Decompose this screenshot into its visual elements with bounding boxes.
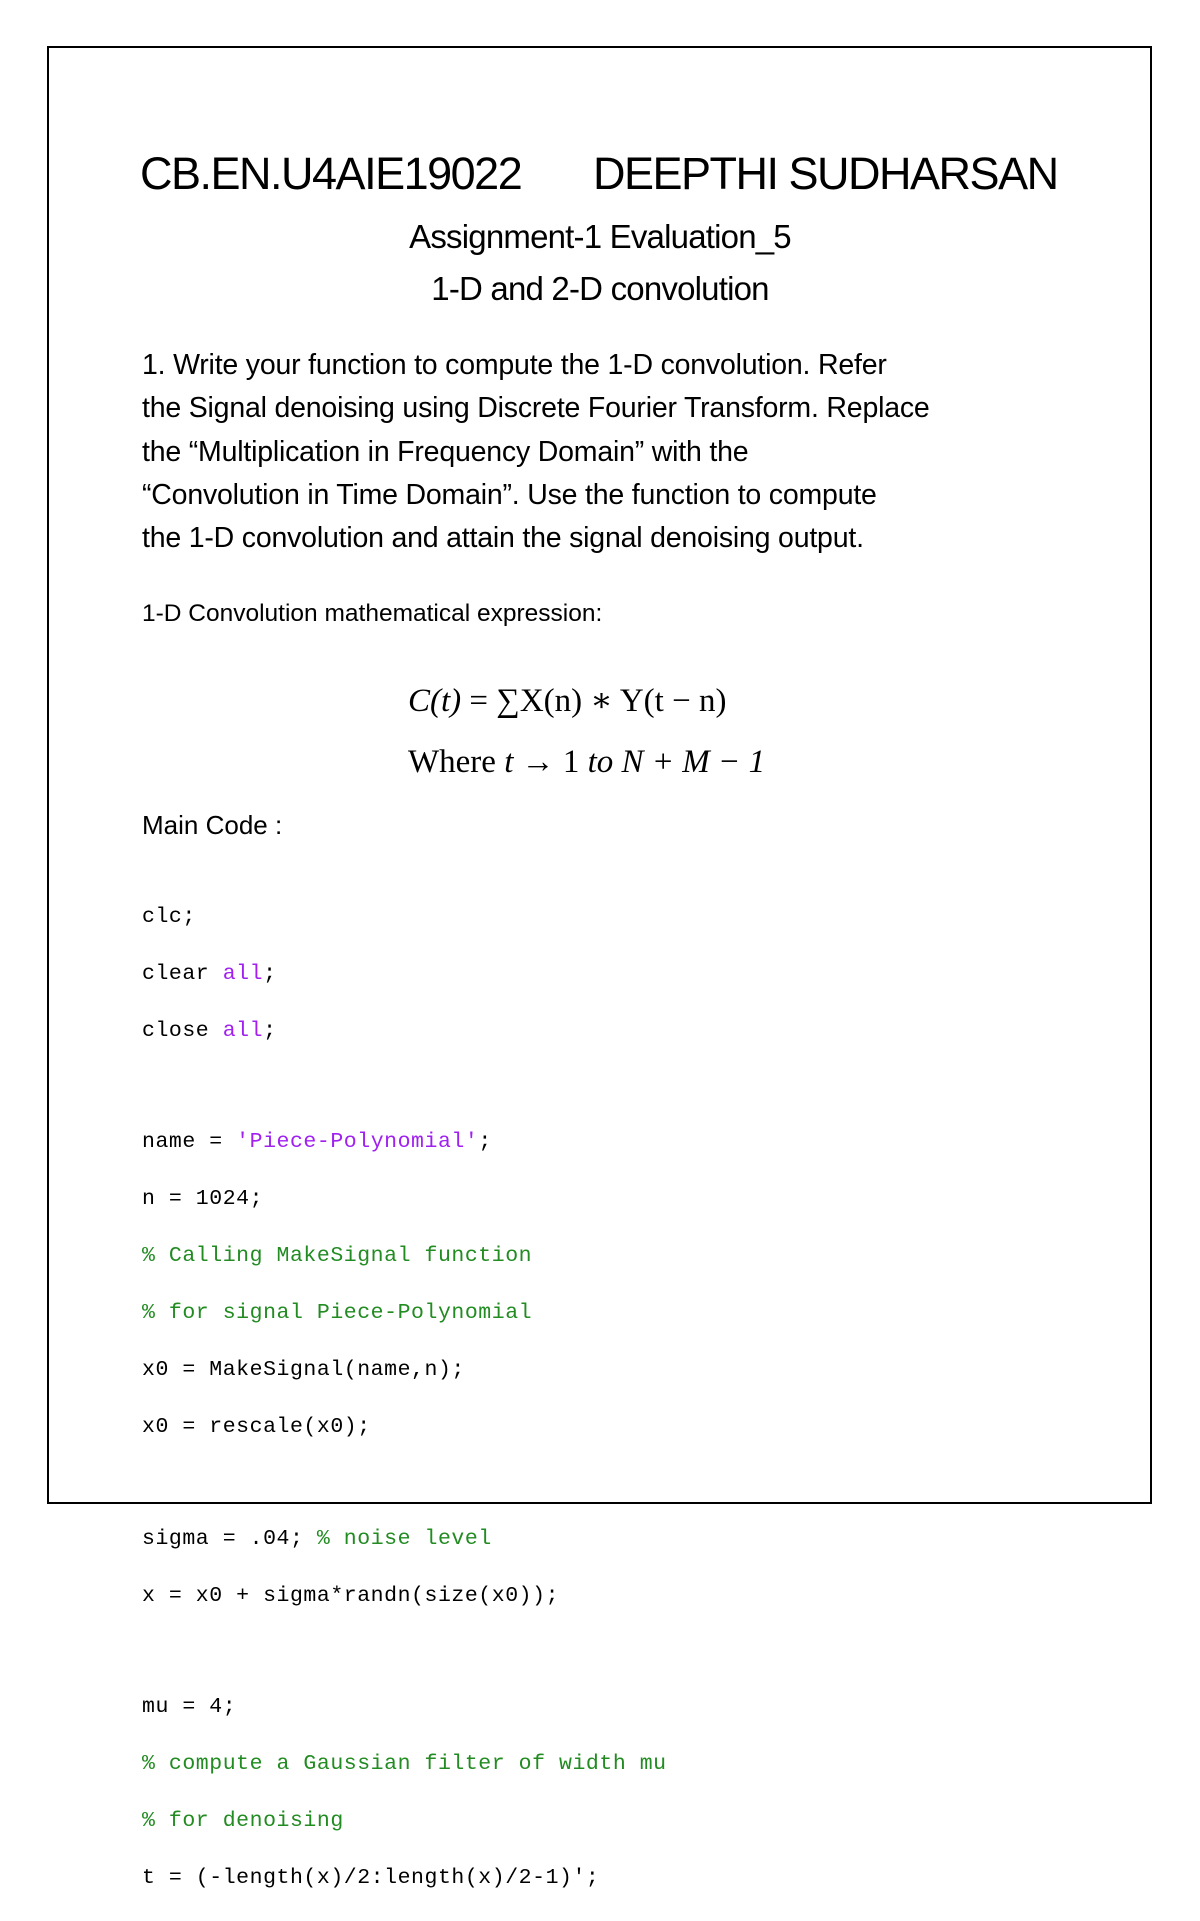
code-comment: % for signal Piece-Polynomial	[142, 1301, 533, 1325]
code-blank-line	[142, 1639, 1042, 1665]
formula-range	[408, 744, 765, 781]
string-literal: 'Piece-Polynomial'	[236, 1130, 479, 1154]
topic-title: 1-D and 2-D convolution	[431, 270, 769, 307]
formula-to: to	[587, 744, 614, 780]
code-line: mu = 4;	[142, 1695, 237, 1719]
formula-lhs: C(t)	[408, 683, 462, 719]
code-comment: % compute a Gaussian filter of width mu	[142, 1752, 667, 1776]
keyword: all	[222, 1018, 264, 1043]
student-name: DEEPTHI SUDHARSAN	[593, 148, 1058, 199]
formula-rhs: ∑X(n) ∗ Y(t − n)	[496, 683, 727, 719]
code-line: x = x0 + sigma*randn(size(x0));	[142, 1583, 560, 1608]
question-line: the Signal denoising using Discrete Fourier Transform. Replace	[142, 392, 930, 425]
code-line: x0 = MakeSignal(name,n);	[142, 1358, 465, 1382]
question-line: the “Multiplication in Frequency Domain” with the	[142, 435, 749, 468]
formula-arrow: → 1	[513, 744, 588, 780]
code-line: clc;	[142, 904, 196, 929]
question-line: the 1-D convolution and attain the signal denoising output.	[142, 522, 864, 555]
code-comment: % Calling MakeSignal function	[142, 1244, 533, 1268]
document-title	[140, 148, 1060, 208]
keyword: all	[222, 961, 264, 986]
assignment-title: Assignment-1 Evaluation_5	[409, 218, 791, 255]
question-line: “Convolution in Time Domain”. Use the function to compute	[142, 478, 877, 511]
code-comment: % noise level	[316, 1526, 492, 1551]
formula-equals: =	[461, 683, 497, 719]
code-line: n = 1024;	[142, 1187, 264, 1211]
expression-label: 1-D Convolution mathematical expression:	[142, 600, 603, 627]
code-line: sigma = .04; % noise level	[142, 1526, 492, 1551]
code-block	[142, 874, 1042, 1921]
roll-number: CB.EN.U4AIE19022	[140, 148, 522, 199]
formula-tail: N + M − 1	[613, 744, 766, 780]
code-comment: % for denoising	[142, 1809, 344, 1833]
code-blank-line	[142, 1470, 1042, 1496]
formula-where: Where	[408, 744, 505, 780]
code-line: x0 = rescale(x0);	[142, 1415, 371, 1439]
code-line: close all;	[142, 1018, 277, 1043]
question-line: 1. Write your function to compute the 1-D convolution. Refer	[142, 349, 887, 381]
code-line: name = 'Piece-Polynomial';	[142, 1130, 492, 1154]
code-line: t = (-length(x)/2:length(x)/2-1)';	[142, 1866, 600, 1890]
code-blank-line	[142, 1074, 1042, 1100]
code-line: clear all;	[142, 961, 277, 986]
question-text	[142, 344, 1062, 560]
main-code-label: Main Code :	[142, 810, 283, 840]
formula-var: t	[504, 744, 514, 780]
convolution-formula	[408, 680, 726, 720]
